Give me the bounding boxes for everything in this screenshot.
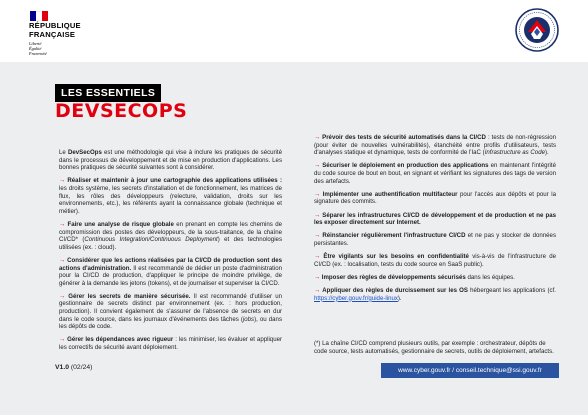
list-item [59,293,282,331]
item-bold: Considérer que les actions réalisées par la CI/CD de production sont des actions d'administration. [59,256,282,272]
item-bold: Imposer des règles de développements sécurisés [321,273,466,281]
motto [29,41,47,57]
item-text: les droits système, les secrets d'installation et de fonctionnement, les matrices de flux, les rôles des développeurs (relecture, validation, droits sur les environnements, etc.), les référents ayant la connaissance globale (technique et métier). [59,184,282,215]
list-item [314,162,556,185]
item-text: ). [544,149,549,157]
item-bold: Implémenter une authentification multifacteur [322,190,458,198]
republic-line-1: RÉPUBLIQUE [29,21,81,30]
footnote: (*) La chaîne CI/CD comprend plusieurs outils, par exemple : orchestrateur, dépôts de code source, tests automatisés, gestionnaire de secrets, outils de déploiement, artefacts. [314,340,554,355]
list-item [59,177,282,215]
series-tag: LES ESSENTIELS [55,84,161,102]
arrow-icon: → [314,232,321,240]
item-bold: Appliquer des règles de durcissement sur les OS [322,287,468,295]
list-item [314,212,556,227]
republique-francaise-label [29,22,81,39]
item-text: ) et des technologies utilisées (ex. : cloud). [59,236,282,251]
guide-linux-link[interactable]: https://cyber.gouv.fr/guide-linux [314,294,398,302]
item-text: dans les équipes. [465,273,515,281]
motto-liberte: Liberté [29,41,42,46]
arrow-icon: → [314,134,321,141]
list-item [59,257,282,287]
item-text: pour l'accès aux dépôts et pour la signature des commits. [314,190,556,206]
item-text: ), ou dans les dépôts de code. [59,315,282,331]
item-text: : les minimiser, les évaluer et appliquer les correctifs de sécurité avant déploiement. [59,336,282,352]
arrow-icon: → [314,287,321,295]
list-item [314,134,556,157]
republic-line-2: FRANÇAISE [29,29,76,39]
item-text: et ne pas y stocker de données persistantes. [314,232,556,247]
list-item [314,274,556,282]
list-item [314,191,556,206]
arrow-icon: → [314,273,321,281]
item-text: en prenant en compte les chemins de compromission des postes des développeurs, de la sous-traitance, de la chaîne CI/CD* ( [59,220,282,244]
arrow-icon: → [314,253,321,261]
list-item [59,221,282,251]
anssi-cockerel-logo-icon [515,8,559,52]
version-date: (02/24) [68,364,93,371]
item-bold: Être vigilants sur les besoins en confidentialité [323,253,469,261]
item-italic: Infrastructure as Code [484,149,545,157]
item-text: Il est recommandé d'utiliser un gestionnaire de secrets distinct par environnement (ex. : hors production, production). Il convient également de s'assurer de l'absence de secrets en dur dans le code source, dans les journaux d'événements des tâches ( [59,292,282,323]
motto-egalite: Égalité [29,46,42,52]
left-column [59,149,282,357]
arrow-icon: → [314,211,321,219]
page-title: DEVSECOPS [55,100,188,122]
intro-paragraph [59,149,282,172]
version-number: V1.0 [55,364,69,371]
item-text: : tests de non-régression (pour éviter de nouvelles vulnérabilités), étanchéité entre profils d'utilisateurs, tests d'analyses statique et dynamique, tests de conformité de l'IaC ( [314,134,556,157]
item-italic: jobs [242,315,255,323]
right-column [314,134,556,308]
arrow-icon: → [314,190,321,198]
motto-fraternite: Fraternité [29,51,47,57]
item-text: vis-à-vis de l'infrastructure de CI/CD (ex. : localisation, tests du code source en SaaS public). [314,253,556,268]
list-item [314,232,556,247]
item-bold: Prévoir des tests de sécurité automatisés dans la CI/CD [322,134,486,141]
item-bold: Réinstancier régulièrement l'infrastructure CI/CD [322,232,466,240]
intro-text: est une méthodologie qui vise à inclure les pratiques de sécurité dans le processus de développement et de mise en production d'applications. Les bonnes pratiques de sécurité suivantes sont à considérer. [59,149,282,172]
item-text: en maintenant l'intégrité du code source de bout en bout, en signant et vérifiant les signatures des tags de version des artefacts. [314,162,556,185]
item-bold: Gérer les dépendances avec rigueur [67,336,174,344]
arrow-icon: → [59,256,66,264]
list-item [59,336,282,351]
item-text: hébergeant les applications (cf. [467,287,556,295]
arrow-icon: → [59,220,66,228]
arrow-icon: → [59,336,66,344]
intro-bold: DevSecOps [67,149,102,156]
list-item [314,287,556,302]
arrow-icon: → [59,177,66,185]
item-bold: Réaliser et maintenir à jour une cartographie des applications utilisées : [67,177,282,185]
header [0,0,588,62]
list-item [314,253,556,268]
marianne-flag-icon [30,11,48,21]
version-label [55,364,92,371]
item-bold: Sécuriser le déploiement en production des applications [322,162,489,170]
item-bold: Gérer les secrets de manière sécurisée. [68,292,191,300]
contact-links-bar[interactable]: www.cyber.gouv.fr / conseil.technique@ssi.gouv.fr [381,363,559,378]
arrow-icon: → [314,162,321,170]
intro-prefix: Le [59,149,68,156]
item-italic: Continuous Integration/Continuous Deployment [84,236,218,244]
item-bold: Faire une analyse de risque globale [67,220,174,228]
item-bold: Séparer les infrastructures CI/CD de développement et de production et ne pas les exposer directement sur Internet. [314,211,556,227]
item-text: Il est recommandé de dédier un poste d'administration pour la CI/CD de production, d'appliquer le principe de moindre privilège, de générer à la demande les jetons (tokens), et de journaliser et superviser la CI/CD. [59,264,282,287]
arrow-icon: → [59,292,66,300]
item-text: ). [397,294,402,302]
